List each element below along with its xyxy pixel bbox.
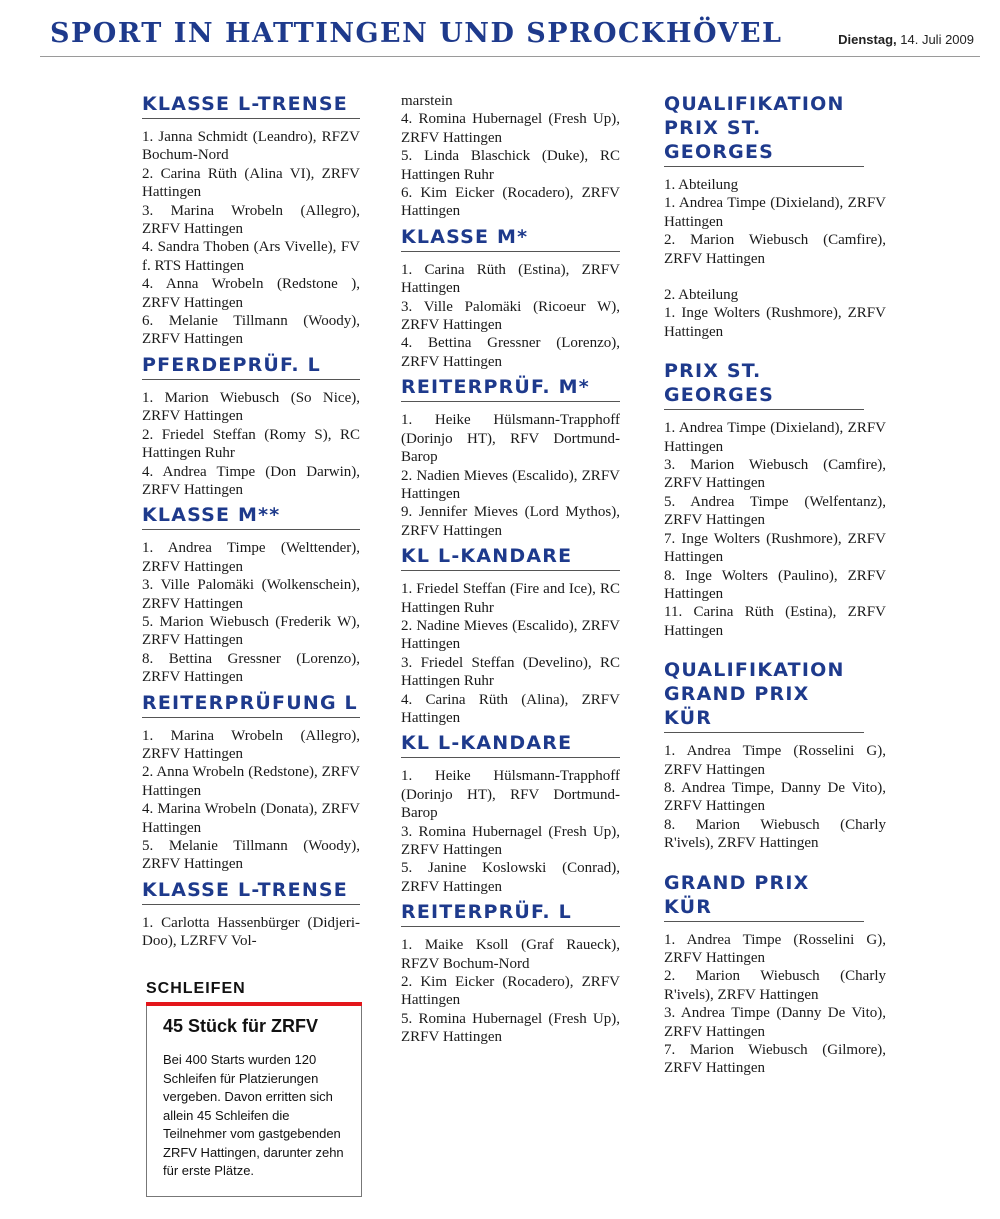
result-entry: 1. Andrea Timpe (Rosselini G), ZRFV Hattingen <box>664 743 886 778</box>
results-section <box>664 359 886 640</box>
result-entry: 1. Carlotta Hassenbürger (Didjeri-Doo), LZRFV Vol- <box>142 914 360 950</box>
section-heading: REITERPRÜFUNG L <box>142 691 360 718</box>
result-entry: 4. Marina Wrobeln (Donata), ZRFV Hattingen <box>142 801 360 836</box>
result-entry: 1. Friedel Steffan (Fire and Ice), RC Hattingen Ruhr <box>401 581 620 616</box>
result-entry: 1. Andrea Timpe (Welttender), ZRFV Hattingen <box>142 540 360 575</box>
result-entry: 3. Ville Palomäki (Ricoeur W), ZRFV Hattingen <box>401 298 620 334</box>
result-entry: 11. Carina Rüth (Estina), ZRFV Hattingen <box>664 604 886 639</box>
section-heading: QUALIFIKATION GRAND PRIX KÜR <box>664 658 864 733</box>
result-entry: 1. Marina Wrobeln (Allegro), ZRFV Hattingen <box>142 727 360 762</box>
result-entry: 2. Marion Wiebusch (Camfire), ZRFV Hattingen <box>664 232 886 267</box>
section-title: SPORT IN HATTINGEN UND SPROCKHÖVEL <box>50 18 783 49</box>
section-heading: REITERPRÜF. L <box>401 900 620 927</box>
result-entry: 7. Marion Wiebusch (Gilmore), ZRFV Hattingen <box>664 1042 886 1077</box>
result-entry: 8. Bettina Gressner (Lorenzo), ZRFV Hattingen <box>142 650 360 686</box>
info-box-kicker: SCHLEIFEN <box>146 980 362 1006</box>
result-entry: 3. Romina Hubernagel (Fresh Up), ZRFV Hattingen <box>401 823 620 858</box>
result-entry: 1. Abteilung <box>664 177 739 193</box>
results-section <box>401 900 620 1046</box>
result-entry: 2. Marion Wiebusch (Charly R'ivels), ZRFV Hattingen <box>664 968 886 1003</box>
results-section <box>664 92 886 341</box>
issue-weekday: Dienstag, <box>838 32 897 47</box>
result-entry: 1. Andrea Timpe (Rosselini G), ZRFV Hattingen <box>664 931 886 966</box>
results-section <box>401 544 620 727</box>
results-section <box>664 658 886 852</box>
info-box-text: Bei 400 Starts wurden 120 Schleifen für Platzierungen vergeben. Davon erritten sich allein 45 Schleifen die Teilnehmer vom gastgebenden ZRFV Hattingen, darunter zehn für erste Plätze. <box>163 1052 344 1178</box>
results-section <box>401 375 620 540</box>
result-entry: 2. Nadien Mieves (Escalido), ZRFV Hattingen <box>401 467 620 502</box>
result-entry: 8. Inge Wolters (Paulino), ZRFV Hattingen <box>664 567 886 602</box>
results-section <box>664 871 886 1078</box>
result-entry: 3. Andrea Timpe (Danny De Vito), ZRFV Hattingen <box>664 1005 886 1040</box>
result-entry: 1. Marion Wiebusch (So Nice), ZRFV Hattingen <box>142 389 360 425</box>
section-heading: GRAND PRIX KÜR <box>664 871 864 922</box>
result-entry: 3. Friedel Steffan (Develino), RC Hattingen Ruhr <box>401 654 620 690</box>
result-entry: 2. Nadine Mieves (Escalido), ZRFV Hattingen <box>401 617 620 653</box>
section-heading: KL L-KANDARE <box>401 731 620 758</box>
result-entry: 5. Melanie Tillmann (Woody), ZRFV Hattingen <box>142 838 360 873</box>
result-entry: 4. Sandra Thoben (Ars Vivelle), FV f. RTS Hattingen <box>142 239 360 274</box>
result-entry: 6. Melanie Tillmann (Woody), ZRFV Hattingen <box>142 313 360 348</box>
result-entry: 1. Carina Rüth (Estina), ZRFV Hattingen <box>401 261 620 297</box>
result-entry: 4. Andrea Timpe (Don Darwin), ZRFV Hattingen <box>142 463 360 498</box>
result-entry: 9. Jennifer Mieves (Lord Mythos), ZRFV Hattingen <box>401 504 620 539</box>
section-heading: KL L-KANDARE <box>401 544 620 571</box>
result-entry: 2. Kim Eicker (Rocadero), ZRFV Hattingen <box>401 974 620 1009</box>
results-column-3 <box>664 92 886 1078</box>
result-entry: 4. Romina Hubernagel (Fresh Up), ZRFV Hattingen <box>401 111 620 146</box>
section-heading: PFERDEPRÜF. L <box>142 353 360 380</box>
result-entry: 5. Linda Blaschick (Duke), RC Hattingen Ruhr <box>401 148 620 183</box>
result-entry: marstein <box>401 93 453 109</box>
spacer <box>664 268 886 286</box>
result-entry: 3. Marina Wrobeln (Allegro), ZRFV Hattingen <box>142 202 360 238</box>
result-entry: 1. Andrea Timpe (Dixieland), ZRFV Hattingen <box>664 420 886 455</box>
result-entry: 1. Janna Schmidt (Leandro), RFZV Bochum-Nord <box>142 129 360 164</box>
result-entry: 7. Inge Wolters (Rushmore), ZRFV Hattingen <box>664 530 886 566</box>
result-entry: 8. Andrea Timpe, Danny De Vito), ZRFV Hattingen <box>664 779 886 815</box>
results-section <box>142 503 360 686</box>
result-entry: 2. Friedel Steffan (Romy S), RC Hattingen Ruhr <box>142 426 360 462</box>
results-column-2 <box>401 92 620 1047</box>
result-entry: 1. Heike Hülsmann-Trapphoff (Dorinjo HT), RFV Dortmund-Barop <box>401 412 620 466</box>
result-entry: 2. Anna Wrobeln (Redstone), ZRFV Hattingen <box>142 764 360 799</box>
result-entry: 5. Andrea Timpe (Welfentanz), ZRFV Hattingen <box>664 493 886 529</box>
result-entry: 6. Kim Eicker (Rocadero), ZRFV Hattingen <box>401 185 620 220</box>
section-heading: PRIX ST. GEORGES <box>664 359 864 410</box>
result-entry: 3. Marion Wiebusch (Camfire), ZRFV Hattingen <box>664 457 886 492</box>
result-entry: 4. Bettina Gressner (Lorenzo), ZRFV Hattingen <box>401 335 620 370</box>
result-entry: 1. Maike Ksoll (Graf Raueck), RFZV Bochum-Nord <box>401 937 620 972</box>
section-heading: REITERPRÜF. M* <box>401 375 620 402</box>
issue-date-value: 14. Juli 2009 <box>900 32 974 47</box>
section-heading: KLASSE M** <box>142 503 360 530</box>
result-entry: 1. Andrea Timpe (Dixieland), ZRFV Hattingen <box>664 195 886 230</box>
results-section <box>142 691 360 874</box>
results-section <box>142 878 360 951</box>
result-entry: 5. Janine Koslowski (Conrad), ZRFV Hattingen <box>401 860 620 895</box>
info-box-body <box>146 1006 362 1197</box>
section-heading: KLASSE M* <box>401 225 620 252</box>
result-entry: 2. Abteilung <box>664 287 739 304</box>
results-column-1 <box>142 92 360 951</box>
result-entry: 1. Inge Wolters (Rushmore), ZRFV Hattingen <box>664 305 886 340</box>
results-section <box>142 353 360 499</box>
result-entry: 3. Ville Palomäki (Wolkenschein), ZRFV Hattingen <box>142 577 360 612</box>
result-entry: 4. Carina Rüth (Alina), ZRFV Hattingen <box>401 691 620 726</box>
section-heading: QUALIFIKATION PRIX ST. GEORGES <box>664 92 864 167</box>
result-entry: 5. Romina Hubernagel (Fresh Up), ZRFV Hattingen <box>401 1010 620 1046</box>
results-section <box>401 92 620 221</box>
section-heading: KLASSE L-TRENSE <box>142 92 360 119</box>
result-entry: 1. Heike Hülsmann-Trapphoff (Dorinjo HT), RFV Dortmund-Barop <box>401 768 620 822</box>
info-box-title: 45 Stück für ZRFV <box>163 1016 319 1036</box>
masthead <box>40 14 980 57</box>
results-section <box>142 92 360 349</box>
results-section <box>401 225 620 371</box>
issue-date <box>838 32 974 47</box>
result-entry: 8. Marion Wiebusch (Charly R'ivels), ZRFV Hattingen <box>664 816 886 852</box>
info-box <box>146 980 362 1197</box>
result-entry: 2. Carina Rüth (Alina VI), ZRFV Hattingen <box>142 165 360 201</box>
results-section <box>401 731 620 896</box>
result-entry: 4. Anna Wrobeln (Redstone ), ZRFV Hattingen <box>142 276 360 311</box>
result-entry: 5. Marion Wiebusch (Frederik W), ZRFV Hattingen <box>142 613 360 649</box>
section-heading: KLASSE L-TRENSE <box>142 878 360 905</box>
